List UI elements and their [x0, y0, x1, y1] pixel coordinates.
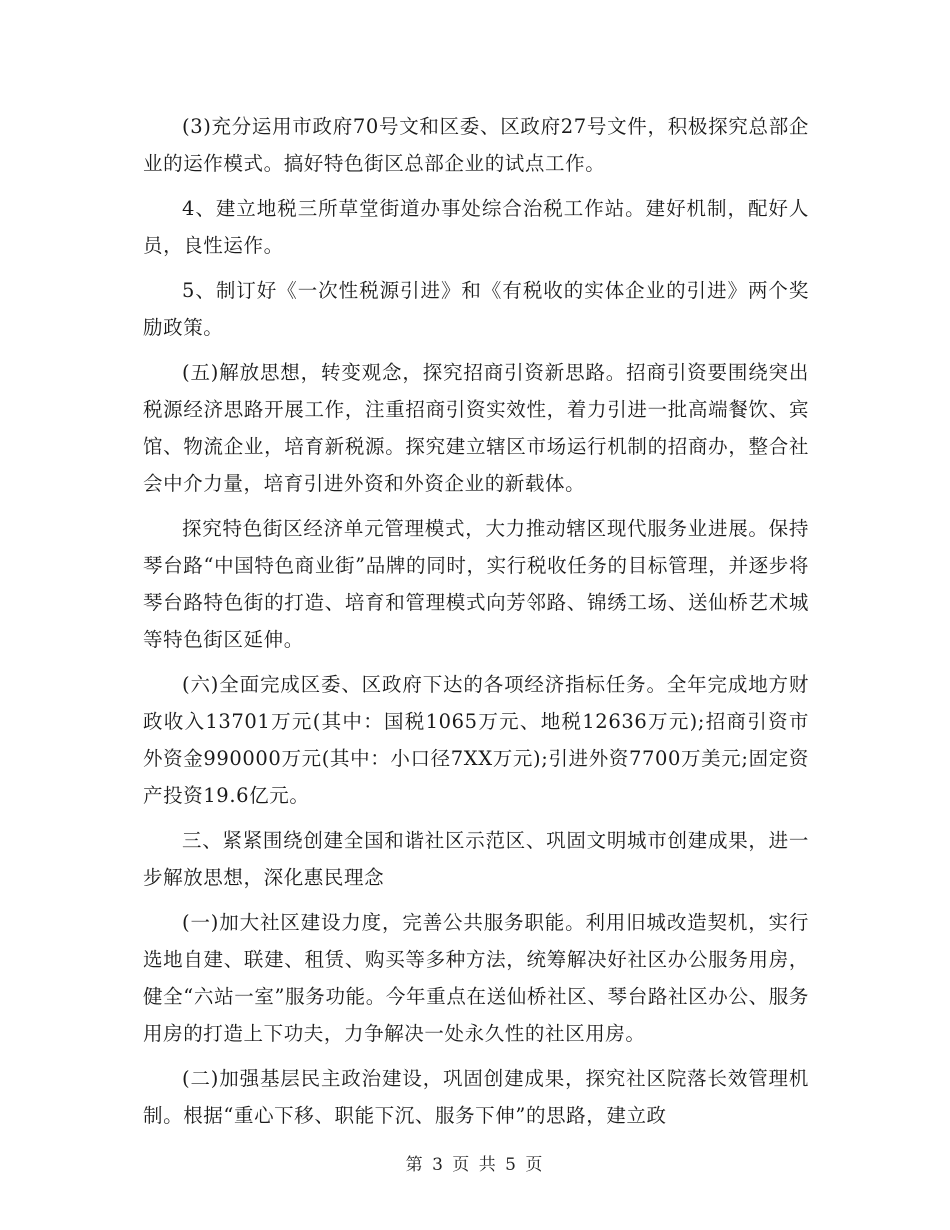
paragraph: (五)解放思想，转变观念，探究招商引资新思路。招商引资要围绕突出税源经济思路开展工作，注重招商引资实效性，着力引进一批高端餐饮、宾馆、物流企业，培育新税源。探究建立辖区市场运行机制的招商办，整合社会中介力量，培育引进外资和外资企业的新载体。	[143, 361, 809, 495]
paragraph: 4、建立地税三所草堂街道办事处综合治税工作站。建好机制，配好人员，良性运作。	[143, 197, 809, 257]
paragraph: 5、制订好《一次性税源引进》和《有税收的实体企业的引进》两个奖励政策。	[143, 279, 809, 339]
paragraph: (3)充分运用市政府70号文和区委、区政府27号文件，积极探究总部企业的运作模式。搞好特色街区总部企业的试点工作。	[143, 115, 809, 175]
page-number-footer: 第 3 页 共 5 页	[405, 1155, 545, 1175]
section-heading: 三、紧紧围绕创建全国和谐社区示范区、巩固文明城市创建成果，进一步解放思想，深化惠民理念	[143, 829, 809, 889]
paragraph: (二)加强基层民主政治建设，巩固创建成果，探究社区院落长效管理机制。根据“重心下移、职能下沉、服务下伸”的思路，建立政	[143, 1067, 809, 1127]
paragraph: (六)全面完成区委、区政府下达的各项经济指标任务。全年完成地方财政收入13701万元(其中：国税1065万元、地税12636万元);招商引资市外资金990000万元(其中：小口径7XX万元);引进外资7700万美元;固定资产投资19.6亿元。	[143, 673, 809, 807]
paragraph: (一)加大社区建设力度，完善公共服务职能。利用旧城改造契机，实行选地自建、联建、租赁、购买等多种方法，统筹解决好社区办公服务用房，健全“六站一室”服务功能。今年重点在送仙桥社区、琴台路社区办公、服务用房的打造上下功夫，力争解决一处永久性的社区用房。	[143, 911, 809, 1045]
paragraph: 探究特色街区经济单元管理模式，大力推动辖区现代服务业进展。保持琴台路“中国特色商业街”品牌的同时，实行税收任务的目标管理，并逐步将琴台路特色街的打造、培育和管理模式向芳邻路、锦绣工场、送仙桥艺术城等特色街区延伸。	[143, 517, 809, 651]
document-body	[143, 108, 809, 1142]
